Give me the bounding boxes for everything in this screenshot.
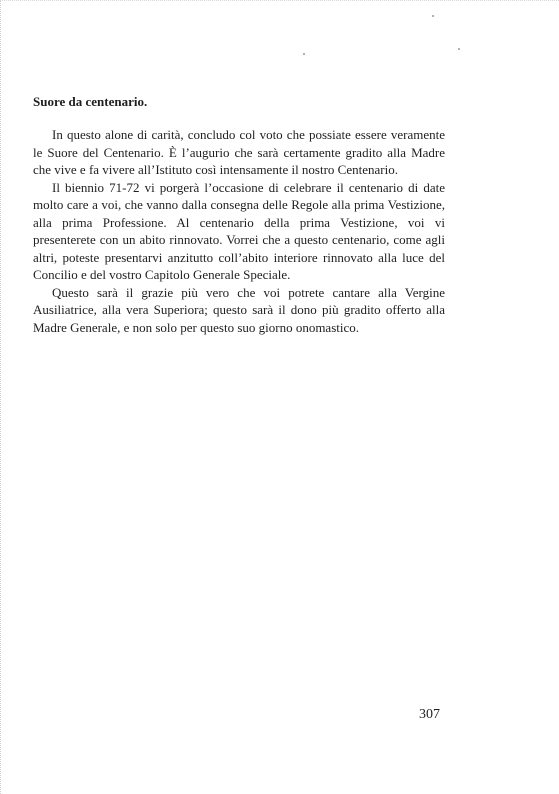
paragraph-1: In questo alone di carità, concludo col voto che possiate essere veramente le Suore del Centenario. È l’augurio che sarà certamente gradito alla Madre che vive e fa vivere all’Istituto così intensamente il nostro Centenario.	[33, 127, 445, 177]
text-body	[33, 93, 445, 336]
paragraph-3: Questo sarà il grazie più vero che voi potrete cantare alla Vergine Ausiliatrice, alla vera Superiora; questo sarà il dono più gradito offerto alla Madre Generale, e non solo per questo suo giorno onomastico.	[33, 284, 445, 335]
scan-speck	[458, 48, 460, 50]
section-heading: Suore da centenario.	[33, 94, 148, 109]
page-number: 307	[419, 707, 440, 722]
scan-speck	[432, 15, 434, 17]
scan-speck	[303, 53, 305, 55]
paragraph-2: Il biennio 71-72 vi porgerà l’occasione di celebrare il centenario di date molto care a voi, che vanno dalla consegna delle Regole alla prima Vestizione, alla prima Professione. Al centenario della prima Vestizione, voi vi presenterete con un abito rinnovato. Vorrei che a questo centenario, come agli altri, poteste presentarvi anzitutto coll’abito interiore rinnovato alla luce del Concilio e del vostro Capitolo Generale Speciale.	[33, 179, 445, 282]
